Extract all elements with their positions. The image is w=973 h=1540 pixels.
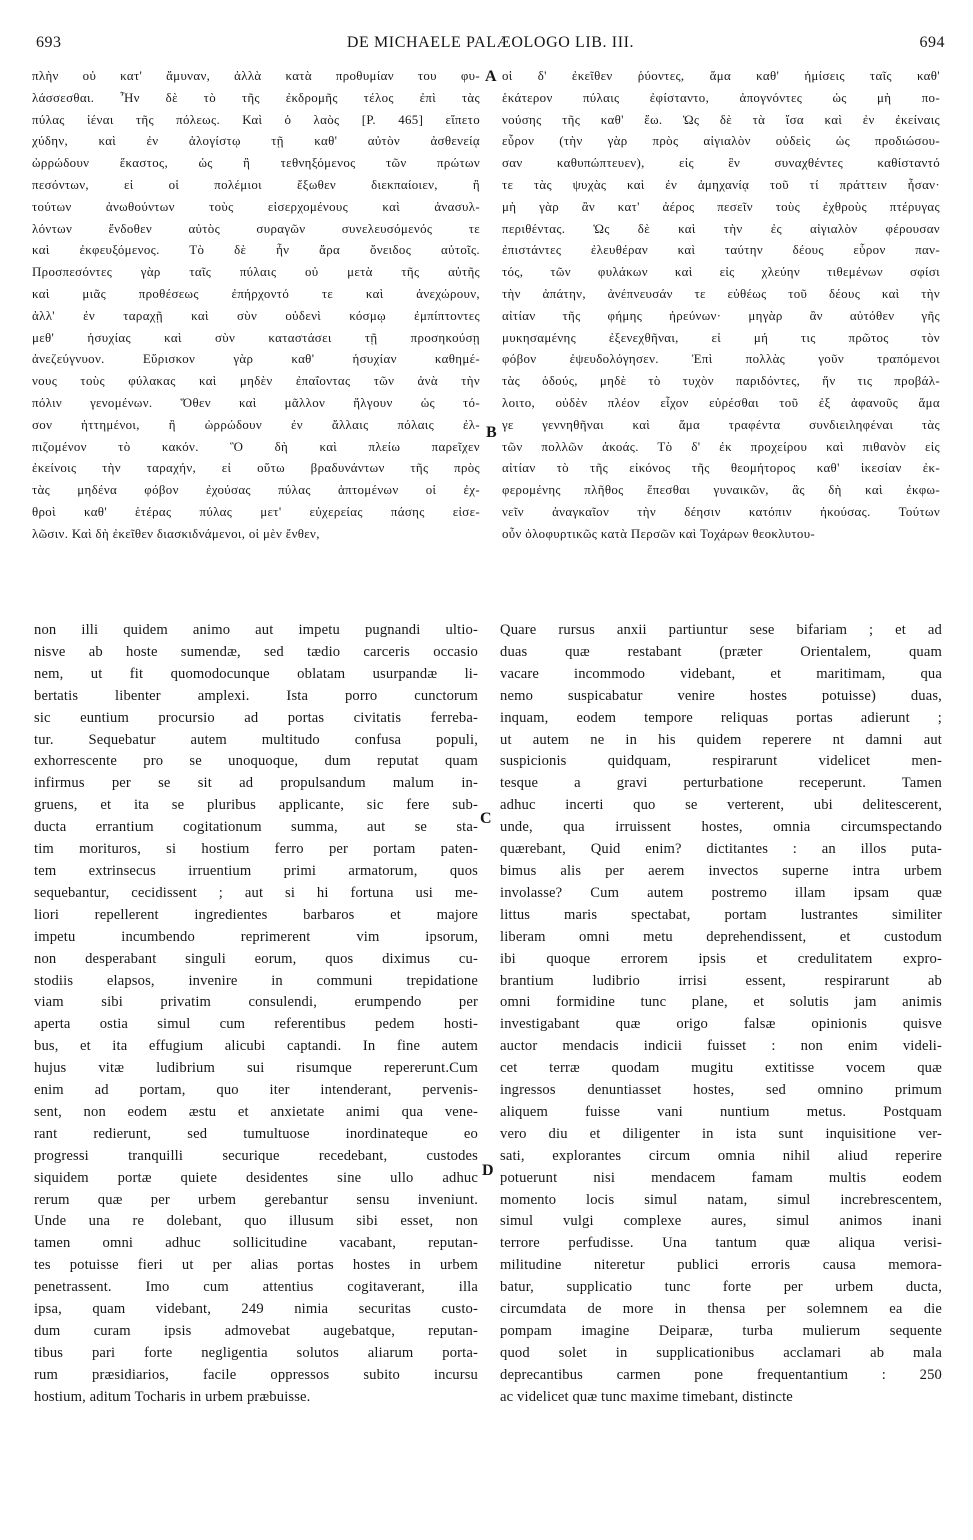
latin-column-left bbox=[34, 620, 478, 1409]
greek-left-line: μεθ' ἡσυχίας καὶ σὺν καταστάσει τῇ προσηκούσῃ bbox=[32, 330, 480, 345]
latin-left-line: bus, et ita effugium alicubi captandi. In fine autem bbox=[34, 1038, 478, 1055]
latin-left-line: nem, ut fit quomodocunque oblatam usurpandæ li- bbox=[34, 665, 478, 682]
latin-right-line: batur, supplicatio tunc forte per urbem ducta, bbox=[500, 1279, 942, 1296]
latin-left-line: impetu incumbendo reprimerent vim ipsorum, bbox=[34, 928, 478, 945]
latin-right-line: auctor mendacis indicii fuisset : non enim videli- bbox=[500, 1038, 942, 1055]
latin-left-line: rum præsidiarios, facile oppressos subito incursu bbox=[34, 1366, 478, 1383]
latin-right-line: cet terræ quodam mugitu extitisse vocem quæ bbox=[500, 1060, 942, 1077]
latin-left-line: rerum quæ per urbem gerebantur sensu inveniunt. bbox=[34, 1191, 478, 1208]
latin-left-line: ducta errantium cogitationum summa, aut se sta- bbox=[34, 819, 478, 836]
latin-left-line: liori repellerent ingredientes barbaros et majore bbox=[34, 906, 478, 923]
margin-marker-c: C bbox=[480, 810, 492, 827]
latin-left-line: tamen omni adhuc sollicitudine vacabant, reputan- bbox=[34, 1235, 478, 1252]
latin-left-line: tim morituros, si hostium ferro per portam paten- bbox=[34, 841, 478, 858]
latin-right-line: inquam, eodem tempore reliquas portas adierunt ; bbox=[500, 709, 942, 726]
running-title: DE MICHAELE PALÆOLOGO LIB. III. bbox=[346, 34, 635, 51]
latin-left-line: ipsa, quam videbant, 249 nimia securitas custo- bbox=[34, 1301, 478, 1318]
latin-left-line: tes potuisse fieri ut per alias portas hostes in urbem bbox=[34, 1257, 478, 1274]
latin-left-line: tur. Sequebatur autem multitudo confusa populi, bbox=[34, 731, 478, 748]
latin-right-line: momento locis simul natam, simul increbrescentem, bbox=[500, 1191, 942, 1208]
greek-right-line: φόβον ἐψευδολόγησεν. Ἐπὶ πολλὰς γοῦν τραπόμενοι bbox=[502, 352, 940, 367]
latin-right-line: simul vulgi complexe aures, simul animos inani bbox=[500, 1213, 942, 1230]
latin-right-line: quod solet in supplicationibus acclamari ab mala bbox=[500, 1344, 942, 1361]
greek-left-line: ὠρρώδουν ἕκαστος, ὡς ἢ τεθνηξόμενος τῶν πρώτων bbox=[32, 156, 480, 171]
greek-right-line: οἱ δ' ἐκεῖθεν ῥύοντες, ἅμα καθ' ἡμίσεις ταῖς καθ' bbox=[502, 69, 940, 83]
latin-right-line: ac videlicet quæ tunc maxime timebant, distincte bbox=[500, 1388, 793, 1405]
latin-right-line: involasse? Cum autem postremo illam ipsam quæ bbox=[500, 884, 942, 901]
latin-left-line: exhorrescente pro se unoquoque, dum reputat quam bbox=[34, 753, 478, 770]
greek-right-line: τὰς ὁδούς, μηδὲ τὸ τυχὸν παριδόντες, ἥν τις προβάλ- bbox=[502, 374, 940, 389]
latin-right-line: adhuc incerti quo se verterent, ubi delitescerent, bbox=[500, 797, 942, 814]
greek-left-line: καὶ μιᾶς προθέσεως ἐπήρχοντό τε καὶ ἀνεχώρουν, bbox=[32, 286, 480, 301]
greek-left-line: πόλιν γενομένων. Ὅθεν καὶ μᾶλλον ἤλγουν ὡς τό- bbox=[32, 395, 480, 410]
greek-right-line: γε γεννηθῆναι καὶ ἅμα τραφέντα συνδιειληφέναι τὰς bbox=[502, 417, 940, 432]
latin-left-line: aperta ostia simul cum referentibus pedem hosti- bbox=[34, 1016, 478, 1033]
greek-left-line: πιζομένον τὸ κακόν. Ὃ δὴ καὶ πλείω παρεῖχεν bbox=[32, 439, 480, 454]
latin-left-line: nisve ab hoste sumendæ, sed tædio carceris occasio bbox=[34, 643, 478, 660]
latin-right-line: suspicionis quidquam, respirarunt videlicet men- bbox=[500, 753, 942, 770]
latin-left-line: sequebantur, cecidissent ; aut si hi fortuna usi me- bbox=[34, 884, 478, 901]
greek-right-line: εὗρον (τὴν γὰρ πρὸς αἰγιαλὸν οὐδεὶς ὡς προδιώσου- bbox=[502, 134, 940, 149]
latin-left-line: non illi quidem animo aut impetu pugnandi ultio- bbox=[34, 622, 478, 638]
greek-left-line: λῶσιν. Καὶ δὴ ἐκεῖθεν διασκιδνάμενοι, οἱ μὲν ἔνθεν, bbox=[32, 526, 320, 541]
latin-left-line: gruens, et ita se pluribus applicante, sic fere sub- bbox=[34, 797, 478, 814]
latin-left-line: siquidem portæ quiete desidentes sine ullo adhuc bbox=[34, 1169, 478, 1186]
latin-left-line: tibus pari forte negligentia solutos aliarum porta- bbox=[34, 1344, 478, 1361]
latin-left-line: penetrassent. Imo cum attentius cogitaverant, illa bbox=[34, 1279, 478, 1296]
greek-right-line: αἰτίαν τὸ τῆς εἰκόνος τῆς θεομήτορος καθ' ἱκεσίαν ἐκ- bbox=[502, 461, 940, 476]
latin-right-line: tesque a gravi perturbatione receperunt. Tamen bbox=[500, 775, 942, 792]
latin-left-line: viam sibi privatim consulendi, erumpendo per bbox=[34, 994, 478, 1011]
latin-left-line: tem extrinsecus irruentium primi armatorum, quos bbox=[34, 862, 478, 879]
greek-left-line: σον ἡττημένοι, ἢ ὠρρώδουν ἐν ἄλλαις πόλαις ἐλ- bbox=[32, 417, 480, 432]
latin-right-line: ibi quoque errorem ipsis et credulitatem expro- bbox=[500, 950, 942, 967]
greek-right-line: νούσης τῆς καθ' ἕω. Ὡς δὲ τὰ ἴσα καὶ ἐν ἐκείναις bbox=[502, 112, 940, 127]
latin-left-line: stodiis elapsos, invenire in communi trepidatione bbox=[34, 972, 478, 989]
page-number-left: 693 bbox=[36, 34, 62, 51]
latin-left-line: non desperabant singuli eorum, quos diximus cu- bbox=[34, 950, 478, 967]
latin-left-line: dum curam ipsis admovebat augebatque, reputan- bbox=[34, 1323, 478, 1339]
greek-right-line: οὖν ὀλοφυρτικῶς κατὰ Περσῶν καὶ Τοχάρων θεοκλυτου- bbox=[502, 526, 816, 541]
latin-right-line: ingressos denuntiasset hostes, sed omnino primum bbox=[500, 1082, 942, 1099]
latin-left-line: enim ad portam, quo iter intenderant, pervenis- bbox=[34, 1082, 478, 1099]
latin-left-line: sent, non eodem æstu et anxietate animi qua vene- bbox=[34, 1103, 478, 1120]
latin-left-line: progressi tranquilli securique recedebant, custodes bbox=[34, 1147, 478, 1164]
greek-right-line: τε τὰς ψυχὰς καὶ ἐν ἀμηχανίᾳ τοῦ τί πράττειν ἦσαν· bbox=[502, 177, 940, 192]
greek-left-line: λόντων ἔνδοθεν αὐτὸς συραγῶν συνελευσόμενός τε bbox=[32, 221, 480, 236]
latin-left-line: infirmus per se sit ad propulsandum malum in- bbox=[34, 775, 478, 792]
greek-right-line: σαν καθυπώπτευεν), εἰς ἓν συναχθέντες καθίσταντό bbox=[502, 156, 940, 171]
latin-right-line: Quare rursus anxii partiuntur sese bifariam ; et ad bbox=[500, 622, 942, 638]
greek-left-line: πλὴν οὐ κατ' ἄμυναν, ἀλλὰ κατὰ προθυμίαν του φυ- bbox=[32, 69, 480, 83]
greek-right-line: τός, τῶν φυλάκων καὶ εἰς χλεύην τιθεμένων σφίσι bbox=[502, 265, 940, 280]
page-header bbox=[36, 34, 945, 60]
greek-right-line: τῶν πολλῶν ἀκοάς. Τὸ δ' ἐκ προχείρου καὶ πιθανὸν εἰς bbox=[502, 439, 940, 454]
latin-right-line: littus maris spectabat, portam lustrantes similiter bbox=[500, 906, 942, 923]
greek-left-line: τὰς μηδένα φόβον ἐχούσας πύλας ἁπτομένων οἱ ἐχ- bbox=[32, 483, 480, 498]
greek-left-line: χύδην, καὶ ἐν ἀλογίστῳ τῇ καθ' αὐτὸν ἀσθενείᾳ bbox=[32, 134, 480, 149]
latin-right-line: brantium ludibrio irrisi essent, respirarunt ab bbox=[500, 972, 942, 989]
latin-right-line: vero diu et diligenter in ista sunt inquisitione ver- bbox=[500, 1125, 942, 1142]
latin-right-line: quærebant, Quid enim? dictitantes : an illos puta- bbox=[500, 841, 942, 858]
greek-left-line: θροὶ καθ' ἑτέρας πύλας μετ' εὐχερείας πάσης εἰσε- bbox=[32, 504, 480, 519]
latin-column-right bbox=[500, 620, 942, 1409]
latin-right-line: investigabant quæ origo falsæ opinionis quisve bbox=[500, 1016, 942, 1033]
latin-right-line: bimus alis per aerem invectos superne intra urbem bbox=[500, 862, 942, 879]
greek-left-line: πύλας ἰέναι τῆς πόλεως. Καὶ ὁ λαὸς [P. 465] εἵπετο bbox=[32, 112, 480, 127]
greek-left-line: πεσόντων, εἰ οἱ πολέμιοι ἔξωθεν διεκπαίοιεν, ἢ bbox=[32, 177, 480, 192]
greek-left-line: λάσσεσθαι. Ἦν δὲ τὸ τῆς ἐκδρομῆς τέλος ἐπὶ τὰς bbox=[32, 90, 480, 105]
greek-left-line: ἀλλ' ἐν ταραχῇ καὶ σὺν οὐδενὶ κόσμῳ ἐμπίπτοντες bbox=[32, 308, 480, 323]
latin-right-line: duas quæ restabant (præter Orientalem, quam bbox=[500, 643, 942, 660]
greek-left-line: ἐκείνοις τὴν ταραχήν, εἰ οὕτω βραδυνάντων τῆς πρὸς bbox=[32, 461, 480, 476]
greek-left-line: καὶ ἐκφευξόμενος. Τὸ δὲ ἦν ἄρα ὄνειδος αὐτοῖς. bbox=[32, 243, 480, 258]
latin-right-line: deprecantibus carmen pone frequentantium : 250 bbox=[500, 1366, 942, 1383]
latin-right-line: vacare incommodo videbant, et maritimam, qua bbox=[500, 665, 942, 682]
latin-right-line: sati, explorantes circum omnia nihil aliud reperire bbox=[500, 1147, 942, 1164]
greek-column-right bbox=[502, 66, 940, 608]
greek-right-line: αἰτίαν τῆς φήμης ἠρεύνων· μηγὰρ ἂν αὐτόθεν γῆς bbox=[502, 308, 940, 323]
latin-right-line: ut autem ne in his quidem reperere nt damni aut bbox=[500, 731, 942, 748]
greek-left-line: τούτων ἀνωθούντων τοὺς εἰσερχομένους καὶ ἀνασυλ- bbox=[32, 199, 480, 214]
margin-marker-b: B bbox=[486, 424, 497, 441]
greek-right-line: λοιτο, οὐδὲν πλέον εἶχον εὑρέσθαι τοῦ ἐξ ἀφανοῦς ἅμα bbox=[502, 395, 940, 410]
greek-column-left bbox=[32, 66, 480, 608]
latin-left-line: hostium, aditum Tocharis in urbem præbuisse. bbox=[34, 1388, 311, 1405]
latin-right-line: circumdata de more in thensa per solemnem ea die bbox=[500, 1301, 942, 1318]
greek-right-line: περιθέντας. Ὡς δὲ καὶ τὴν ἐς αἰγιαλὸν φέρουσαν bbox=[502, 221, 940, 236]
greek-right-line: μυκησαμένης ἐξενεχθῆναι, εἰ μή τις πρῶτος τὸν bbox=[502, 330, 940, 345]
greek-right-line: τὴν ἀπάτην, ἀνέπνευσάν τε εὐθέως τοῦ δέους καὶ τὴν bbox=[502, 286, 940, 301]
latin-right-line: omni formidine tunc plane, et solutis jam animis bbox=[500, 994, 942, 1011]
latin-right-line: terrore perfudisse. Una tantum quæ aliqua verisi- bbox=[500, 1235, 942, 1252]
latin-left-line: Unde una re dolebant, quo illusum sibi esset, non bbox=[34, 1213, 478, 1230]
greek-left-line: νους τοὺς φύλακας καὶ μηδὲν ἐπαΐοντας τῶν ἀνὰ τὴν bbox=[32, 374, 480, 389]
greek-right-line: ἑκάτερον πύλαις ἐφίσταντο, ἀπογνόντες ὡς μὴ πο- bbox=[502, 90, 940, 105]
latin-right-line: potuerunt nisi mendacem famam multis eodem bbox=[500, 1169, 942, 1186]
page-number-right: 694 bbox=[919, 34, 945, 51]
latin-right-line: nemo suspicabatur venire hostes potuisse) duas, bbox=[500, 687, 942, 704]
latin-right-line: militudine niteretur publici erroris causa memora- bbox=[500, 1257, 942, 1274]
greek-right-line: ἐπιστάντες ἐλευθέραν καὶ ταύτην δέους εὗρον παν- bbox=[502, 243, 940, 258]
greek-left-line: Προσπεσόντες γὰρ ταῖς πύλαις οὐ μετὰ τῆς αὐτῆς bbox=[32, 265, 480, 280]
latin-left-line: hujus vitæ ludibrium sui risumque repererunt.Cum bbox=[34, 1060, 478, 1077]
latin-left-line: sic euntium procursio ad portas civitatis ferreba- bbox=[34, 709, 478, 726]
margin-marker-a: A bbox=[485, 68, 497, 85]
latin-right-line: liberam omni metu deprehendissent, et custodum bbox=[500, 928, 942, 945]
latin-left-line: bertatis libenter amplexi. Ista porro cunctorum bbox=[34, 687, 478, 704]
margin-marker-d: D bbox=[482, 1162, 494, 1179]
latin-right-line: unde, qua irruissent hostes, omnia circumspectando bbox=[500, 819, 942, 836]
latin-right-line: aliquem fuisse vani nuntium metus. Postquam bbox=[500, 1103, 942, 1120]
latin-right-line: pompam imagine Deiparæ, turba mulierum sequente bbox=[500, 1323, 942, 1339]
greek-right-line: μὴ γὰρ ἂν κατ' ἀέρος πεσεῖν τοὺς ἐχθροὺς πτέρυγας bbox=[502, 199, 940, 214]
greek-right-line: φερομένης πλῆθος ἕπεσθαι γυναικῶν, ἃς δὴ καὶ ἐκφω- bbox=[502, 483, 940, 498]
latin-left-line: rant redierunt, sed tumultuose inordinateque eo bbox=[34, 1125, 478, 1142]
greek-left-line: ἀνεζεύγνυον. Εὕρισκον γὰρ καθ' ἡσυχίαν καθημέ- bbox=[32, 352, 480, 367]
greek-right-line: νεῖν ἀναγκαῖον τὴν δέησιν κατόπιν ἠκούσας. Τούτων bbox=[502, 504, 940, 519]
